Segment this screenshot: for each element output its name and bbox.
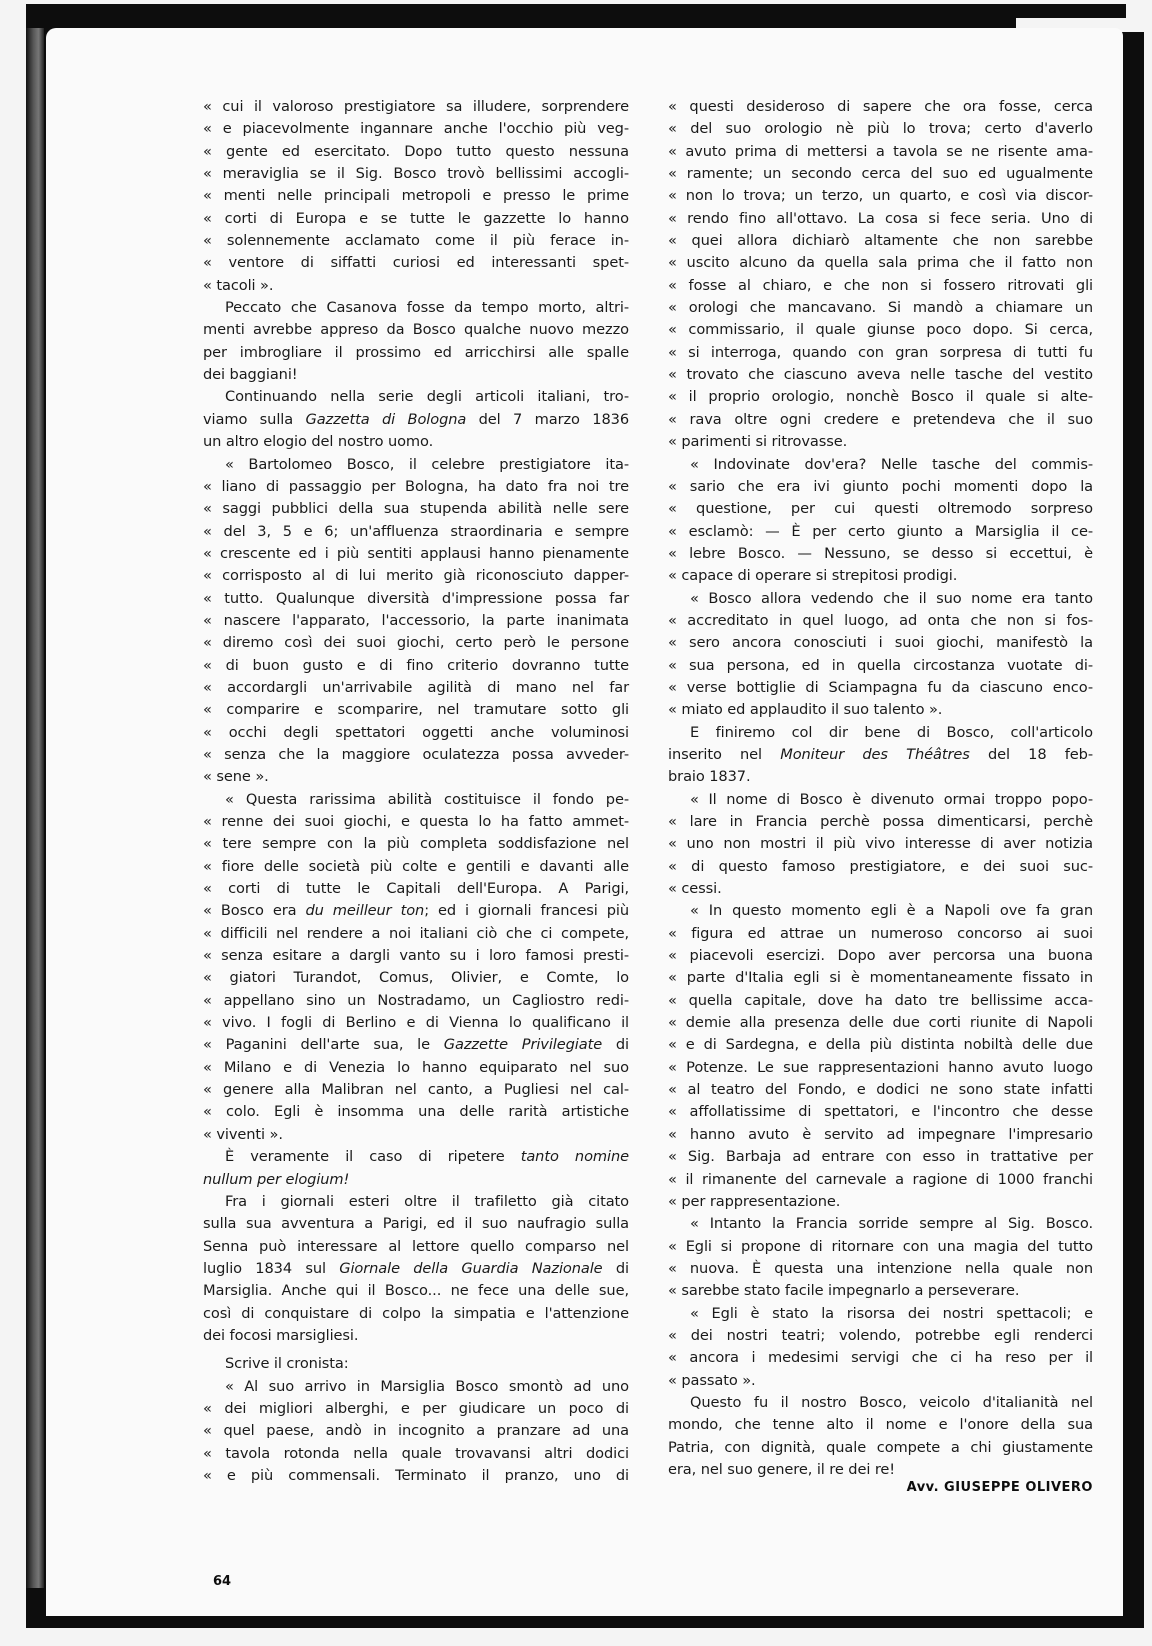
text-line: « e più commensali. Terminato il pranzo, uno di bbox=[203, 1466, 629, 1484]
text-line: « hanno avuto è servito ad impegnare l'impresario bbox=[668, 1125, 1093, 1143]
text-line: « rendo fino all'ottavo. La cosa si fece seria. Uno di bbox=[668, 209, 1093, 227]
text-line: Fra i giornali esteri oltre il trafiletto già citato bbox=[225, 1192, 629, 1210]
text-line: « commissario, il quale giunse poco dopo. Si cerca, bbox=[668, 321, 1093, 339]
text-line: « senza esitare a dargli vanto su i loro famosi presti- bbox=[203, 947, 629, 965]
text-line: « uscito alcuno da quella sala prima che il fatto non bbox=[668, 254, 1093, 272]
text-line: « tutto. Qualunque diversità d'impressione possa far bbox=[203, 589, 629, 607]
text-line: « demie alla presenza delle due corti riunite di Napoli bbox=[668, 1014, 1093, 1032]
text-line: « cui il valoroso prestigiatore sa illudere, sorprendere bbox=[203, 98, 629, 115]
text-line: « piacevoli esercizi. Dopo aver percorsa una buona bbox=[668, 947, 1093, 965]
text-line: È veramente il caso di ripetere tanto nomine bbox=[225, 1148, 629, 1166]
text-line: era, nel suo genere, il re dei re! bbox=[668, 1460, 896, 1478]
text-line bbox=[203, 1169, 629, 1191]
text-line: « Egli è stato la risorsa dei nostri spettacoli; e bbox=[690, 1304, 1093, 1322]
text-line: « tere sempre con la più completa soddisfazione nel bbox=[203, 835, 629, 853]
text-line: menti avrebbe appreso da Bosco qualche nuovo mezzo bbox=[203, 321, 629, 339]
text-line: « sarebbe stato facile impegnarlo a perseverare. bbox=[668, 1282, 1020, 1300]
text-line: « ramente; un secondo cerca del suo ed ugualmente bbox=[668, 165, 1093, 183]
text-line: « dei migliori alberghi, e per giudicare un poco di bbox=[203, 1399, 629, 1417]
text-line: « e piacevolmente ingannare anche l'occhio più veg- bbox=[203, 120, 629, 138]
right-text-column bbox=[668, 96, 1093, 1481]
author-signature: Avv. GIUSEPPE OLIVERO bbox=[906, 1480, 1093, 1495]
text-line: « Egli si propone di ritornare con una magia del tutto bbox=[668, 1237, 1093, 1255]
text-line: « tacoli ». bbox=[203, 276, 274, 294]
text-line: « colo. Egli è insomma una delle rarità artistiche bbox=[203, 1103, 629, 1121]
text-line: « cessi. bbox=[668, 880, 722, 898]
page-binding-edge bbox=[26, 28, 44, 1588]
text-line: « il rimanente del carnevale a ragione di 1000 franchi bbox=[668, 1170, 1093, 1188]
text-line: « In questo momento egli è a Napoli ove fa gran bbox=[690, 902, 1093, 920]
text-line: « accordargli un'arrivabile agilità di mano nel far bbox=[203, 678, 629, 696]
italic-title: Moniteur des Théâtres bbox=[780, 745, 970, 763]
text-line: dei focosi marsigliesi. bbox=[203, 1326, 359, 1344]
text-line: « Bartolomeo Bosco, il celebre prestigiatore ita- bbox=[225, 455, 629, 473]
text-line: « e di Sardegna, e della più distinta nobiltà delle due bbox=[668, 1036, 1093, 1054]
text-line: « Potenze. Le sue rappresentazioni hanno avuto luogo bbox=[668, 1058, 1093, 1076]
text-line: « liano di passaggio per Bologna, ha dato fra noi tre bbox=[203, 477, 629, 495]
text-line: « Sig. Barbaja ad entrare con esso in trattative per bbox=[668, 1148, 1093, 1166]
text-line: « renne dei suoi giochi, e questa lo ha fatto ammet- bbox=[203, 813, 629, 830]
text-line: « ventore di siffatti curiosi ed interessanti spet- bbox=[203, 254, 629, 272]
text-line: « quei allora dichiarò altamente che non sarebbe bbox=[668, 232, 1093, 250]
text-line: « uno non mostri il più vivo interesse di aver notizia bbox=[668, 835, 1093, 853]
text-line: « parte d'Italia egli si è momentaneamente fissato in bbox=[668, 969, 1093, 987]
italic-title: nullum per elogium! bbox=[203, 1170, 350, 1188]
text-line: « verse bottiglie di Sciampagna fu da ciascuno enco- bbox=[668, 678, 1093, 696]
text-line: « comparire e scomparire, nel tramutare sotto gli bbox=[203, 701, 629, 719]
text-line: « corti di tutte le Capitali dell'Europa. A Parigi, bbox=[203, 880, 629, 898]
text-line: « menti nelle principali metropoli e presso le prime bbox=[203, 187, 629, 205]
text-line: « tavola rotonda nella quale trovavansi altri dodici bbox=[203, 1444, 629, 1462]
text-line: « trovato che ciascuno aveva nelle tasche del vestito bbox=[668, 366, 1093, 384]
text-line: « crescente ed i più sentiti applausi hanno pienamente bbox=[203, 544, 629, 562]
text-line: « Paganini dell'arte sua, le Gazzette Privilegiate di bbox=[203, 1036, 629, 1054]
text-line: « nascere l'apparato, l'accessorio, la parte inanimata bbox=[203, 611, 629, 629]
text-line: « nuova. È questa una intenzione nella quale non bbox=[668, 1259, 1093, 1277]
text-line: « al teatro del Fondo, e dodici ne sono state infatti bbox=[668, 1081, 1093, 1099]
text-line: « sene ». bbox=[203, 768, 269, 786]
text-line: « giatori Turandot, Comus, Olivier, e Comte, lo bbox=[203, 969, 629, 987]
text-line: « senza che la maggiore oculatezza possa avveder- bbox=[203, 745, 629, 763]
text-line: « questione, per cui questi oltremodo sorpreso bbox=[668, 500, 1093, 518]
text-line: viamo sulla Gazzetta di Bologna del 7 marzo 1836 bbox=[203, 410, 630, 428]
text-line: « passato ». bbox=[668, 1371, 756, 1389]
italic-title: Giornale della Guardia Nazionale bbox=[339, 1259, 603, 1277]
text-line: « vivo. I fogli di Berlino e di Vienna lo qualificano il bbox=[203, 1014, 629, 1032]
text-line: « capace di operare si strepitosi prodigi. bbox=[668, 567, 958, 585]
text-line: « sua persona, ed in quella circostanza vuotate di- bbox=[668, 656, 1093, 674]
italic-title: Gazzette Privilegiate bbox=[443, 1036, 603, 1054]
text-line: « ancora i medesimi servigi che ci ha reso per il bbox=[668, 1349, 1093, 1367]
text-line: sulla sua avventura a Parigi, ed il suo naufragio sulla bbox=[203, 1215, 629, 1233]
text-line: braio 1837. bbox=[668, 768, 751, 786]
text-line: « Indovinate dov'era? Nelle tasche del commis- bbox=[690, 455, 1093, 473]
text-line: « Intanto la Francia sorride sempre al Sig. Bosco. bbox=[690, 1215, 1093, 1233]
text-line: « lebre Bosco. — Nessuno, se desso si eccettui, è bbox=[668, 544, 1093, 562]
left-text-column bbox=[203, 96, 629, 1487]
text-line: mondo, che tenne alto il nome e l'onore della sua bbox=[668, 1416, 1093, 1434]
text-line: « corti di Europa e se tutte le gazzette lo hanno bbox=[203, 209, 629, 227]
text-line: « solennemente acclamato come il più ferace in- bbox=[203, 232, 629, 250]
text-line: « di buon gusto e di fino criterio dovranno tutte bbox=[203, 656, 629, 674]
text-line: « sario che era ivi giunto pochi momenti dopo la bbox=[668, 477, 1093, 495]
text-line: « diremo così dei suoi giochi, certo però le persone bbox=[203, 634, 629, 652]
text-line: « genere alla Malibran nel canto, a Pugliesi nel cal- bbox=[203, 1081, 629, 1099]
text-line: « parimenti si ritrovasse. bbox=[668, 433, 848, 451]
text-line: dei baggiani! bbox=[203, 366, 298, 384]
text-line: « fosse al chiaro, e che non si fossero ritrovati gli bbox=[668, 276, 1093, 294]
text-line: « figura ed attrae un numeroso concorso ai suoi bbox=[668, 924, 1093, 942]
text-line: « del 3, 5 e 6; un'affluenza straordinaria e sempre bbox=[203, 522, 629, 540]
text-line: « accreditato in quel luogo, ad onta che non si fos- bbox=[668, 611, 1093, 629]
italic-title: tanto nomine bbox=[520, 1148, 629, 1166]
text-line: « quella capitale, dove ha dato tre bellissime acca- bbox=[668, 991, 1093, 1009]
text-line: « saggi pubblici della sua stupenda abilità nelle sere bbox=[203, 500, 629, 518]
italic-title: du meilleur ton bbox=[305, 902, 425, 920]
text-line: E finiremo col dir bene di Bosco, coll'articolo bbox=[690, 723, 1093, 741]
text-line: Continuando nella serie degli articoli italiani, tro- bbox=[225, 388, 629, 406]
text-line: « Milano e di Venezia lo hanno equiparato nel suo bbox=[203, 1058, 629, 1076]
text-line: « orologi che mancavano. Si mandò a chiamare un bbox=[668, 299, 1093, 317]
text-line: « occhi degli spettatori oggetti anche voluminosi bbox=[203, 723, 629, 741]
text-line: Questo fu il nostro Bosco, veicolo d'italianità nel bbox=[690, 1393, 1093, 1411]
text-line: « questi desideroso di sapere che ora fosse, cerca bbox=[668, 98, 1093, 115]
text-line: « sero ancora conosciuti i suoi giochi, manifestò la bbox=[668, 634, 1093, 652]
text-line: Senna può interessare al lettore quello comparso nel bbox=[203, 1237, 629, 1255]
text-line: « il proprio orologio, nonchè Bosco il quale si alte- bbox=[668, 388, 1093, 406]
text-line: inserito nel Moniteur des Théâtres del 18 feb- bbox=[668, 745, 1094, 763]
text-line: « fiore delle società più colte e gentili e davanti alle bbox=[203, 857, 629, 875]
text-line: « Questa rarissima abilità costituisce il fondo pe- bbox=[225, 790, 629, 808]
text-line: « appellano sino un Nostradamo, un Cagliostro redi- bbox=[203, 991, 629, 1009]
text-line: Patria, con dignità, quale compete a chi giustamente bbox=[668, 1438, 1093, 1456]
text-line: « gente ed esercitato. Dopo tutto questo nessuna bbox=[203, 142, 629, 160]
text-line: « corrisposto al di lui merito già riconosciuto dapper- bbox=[203, 567, 629, 585]
text-line: « del suo orologio nè più lo trova; certo d'averlo bbox=[668, 120, 1093, 138]
text-line: « lare in Francia perchè possa dimenticarsi, perchè bbox=[668, 813, 1093, 830]
text-line: luglio 1834 sul Giornale della Guardia Nazionale di bbox=[203, 1259, 629, 1277]
text-line: « di questo famoso prestigiatore, e dei suoi suc- bbox=[668, 857, 1093, 875]
text-line: « viventi ». bbox=[203, 1125, 283, 1143]
text-line: « meraviglia se il Sig. Bosco trovò bellissimi accogli- bbox=[203, 165, 629, 183]
page-number: 64 bbox=[213, 1574, 232, 1589]
text-line: così di conquistare di colpo la simpatia e l'attenzione bbox=[203, 1304, 629, 1322]
text-line: Marsiglia. Anche qui il Bosco... ne fece una delle sue, bbox=[203, 1282, 629, 1300]
text-line: « Bosco era du meilleur ton; ed i giornali francesi più bbox=[203, 902, 629, 920]
text-line: « difficili nel rendere a noi italiani ciò che ci compete, bbox=[203, 924, 629, 942]
border-notch-top bbox=[1016, 4, 1126, 18]
text-line: « Al suo arrivo in Marsiglia Bosco smontò ad uno bbox=[225, 1377, 629, 1395]
text-line: « Il nome di Bosco è divenuto ormai troppo popo- bbox=[690, 790, 1093, 808]
text-line: « esclamò: — È per certo giunto a Marsiglia il ce- bbox=[668, 522, 1093, 540]
text-line: « rava oltre ogni credere e pretendeva che il suo bbox=[668, 410, 1093, 428]
text-line: « si interroga, quando con gran sorpresa di tutti fu bbox=[668, 343, 1093, 361]
text-line: per imbrogliare il prossimo ed arricchirsi alle spalle bbox=[203, 343, 629, 361]
text-line: « per rappresentazione. bbox=[668, 1192, 841, 1210]
text-line: Peccato che Casanova fosse da tempo morto, altri- bbox=[225, 299, 629, 317]
text-line: Scrive il cronista: bbox=[225, 1355, 349, 1373]
italic-title: Gazzetta di Bologna bbox=[305, 410, 467, 428]
text-line: un altro elogio del nostro uomo. bbox=[203, 433, 434, 451]
text-line: « Bosco allora vedendo che il suo nome era tanto bbox=[690, 589, 1093, 607]
text-line: « miato ed applaudito il suo talento ». bbox=[668, 701, 943, 719]
text-line: « quel paese, andò in incognito a pranzare ad una bbox=[203, 1422, 629, 1440]
text-line: « non lo trova; un terzo, un quarto, e così via discor- bbox=[668, 187, 1093, 205]
text-line: « affollatissime di spettatori, e l'incontro che desse bbox=[668, 1103, 1093, 1121]
text-line: « avuto prima di mettersi a tavola se ne risente ama- bbox=[668, 142, 1093, 160]
text-line: « dei nostri teatri; volendo, potrebbe egli renderci bbox=[668, 1326, 1093, 1344]
